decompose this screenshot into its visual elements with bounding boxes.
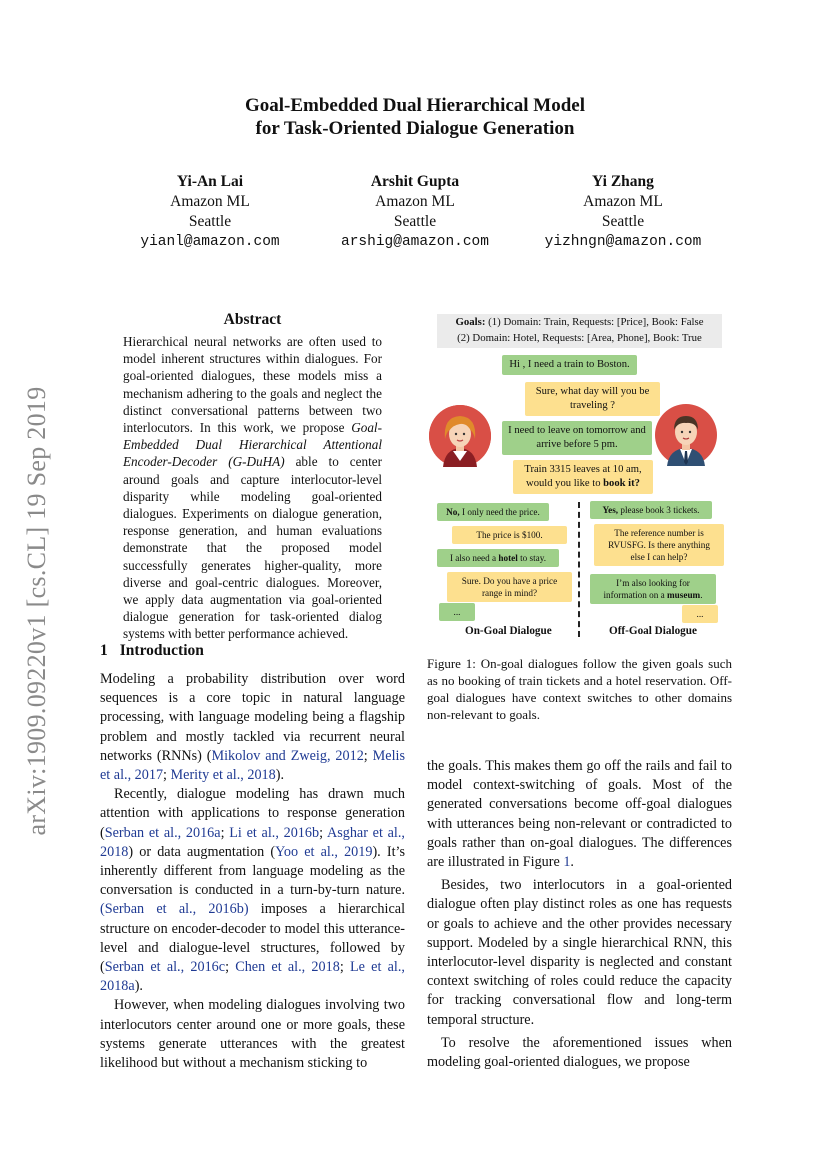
off-goal-user-2	[590, 574, 716, 604]
citation-link[interactable]: Serban et al., 2016c	[104, 959, 226, 976]
intro-paragraph-1	[100, 670, 405, 785]
bubble-text-bold: book it?	[603, 478, 640, 489]
body-text: Modeling a probability distribution over word sequences is a core topic in natural language processing, with language modeling being a flagship problem and mostly tackled via recurrent neural networks (RNNs) (	[100, 671, 405, 764]
title-line-1: Goal-Embedded Dual Hierarchical Model	[244, 95, 586, 116]
intro-text	[100, 670, 405, 1073]
body-text: imposes a hierarchical structure on encoder-decoder to model this utterance-level and dialogue-level structures, followed by (	[100, 901, 406, 976]
body-text: .	[570, 854, 574, 871]
author-location: Seattle	[601, 213, 645, 230]
body-text: ).	[275, 767, 285, 784]
author-name: Yi-An Lai	[176, 173, 244, 190]
body-text: ;	[363, 747, 373, 764]
user-bubble-2: I need to leave on tomorrow and arrive before 5 pm.	[502, 421, 652, 455]
citation-link[interactable]: Li et al., 2016b	[229, 824, 320, 841]
author-email[interactable]: yizhngn@amazon.com	[544, 234, 702, 250]
body-text: the goals. This makes them go off the rails and fail to model context-switching of goals. Most of the generated conversations become off-goal dialogues with utterances being non-relevant or contradicted to goals rather than on-goal dialogues. The differences are illustrated in Figure	[427, 758, 732, 871]
bubble-text: I only need the price.	[459, 507, 540, 517]
title-line-2: for Task-Oriented Dialogue Generation	[255, 118, 575, 139]
author-email[interactable]: arshig@amazon.com	[341, 234, 489, 250]
figure-caption: Figure 1: On-goal dialogues follow the given goals such as no booking of train tickets and a hotel reservation. Off-goal dialogues have context switches to other domains non-relevant to goals.	[427, 656, 732, 722]
on-goal-agent-1: The price is $100.	[452, 526, 567, 544]
citation-link[interactable]: Merity et al., 2018	[170, 767, 276, 784]
bubble-text: to stay.	[517, 553, 547, 563]
bubble-text: Train 3315 leaves at 10 am, would you like to	[524, 464, 642, 489]
woman-avatar-icon	[429, 405, 491, 467]
user-bubble-1: Hi , I need a train to Boston.	[502, 355, 637, 375]
bubble-text: please book 3 tickets.	[618, 505, 700, 515]
user-avatar	[429, 405, 491, 467]
off-goal-more: ...	[682, 605, 718, 623]
intro-paragraph-2	[100, 785, 405, 996]
body-text: ). It’s inherently different from language modeling as the conversation is conducted in a turn-by-turn nature.	[100, 843, 405, 899]
abstract-text: Hierarchical neural networks are often used to model inherent structures within dialogues. For goal-oriented dialogues, these models miss a mechanism adhering to the goals and neglect the distinct conversational patterns between two interlocutors. In this work, we propose	[123, 334, 382, 436]
abstract-model-name: Goal-Embedded Dual Hierarchical Attentional Encoder-Decoder (G-DuHA)	[123, 420, 382, 470]
abstract-body	[123, 333, 382, 643]
goals-label: Goals:	[455, 316, 486, 328]
agent-bubble-2	[513, 460, 653, 494]
arxiv-sidebar	[22, 366, 52, 856]
citation-link[interactable]: (Serban et al., 2016b)	[100, 901, 249, 918]
right-paragraph-3: To resolve the aforementioned issues when modeling goal-oriented dialogues, we propose	[427, 1034, 732, 1071]
agent-avatar	[655, 404, 717, 466]
author-location: Seattle	[393, 213, 437, 230]
body-text: ).	[134, 978, 143, 995]
paper-title	[100, 94, 730, 140]
author-affiliation: Amazon ML	[375, 193, 455, 210]
on-goal-agent-2: Sure. Do you have a price range in mind?	[447, 572, 572, 602]
section-heading-introduction	[100, 642, 216, 660]
author-name: Yi Zhang	[592, 173, 654, 190]
bubble-text: I’m also looking for information on a	[603, 578, 690, 600]
author-block-3	[523, 172, 723, 252]
right-column-text	[427, 757, 732, 1072]
agent-bubble-1: Sure, what day will you be traveling ?	[525, 382, 660, 416]
author-affiliation: Amazon ML	[583, 193, 663, 210]
body-text: ) or data augmentation (	[128, 843, 276, 860]
off-goal-user-1	[590, 501, 712, 519]
bubble-text: I also need a	[449, 553, 499, 563]
goals-box	[437, 314, 722, 348]
author-affiliation: Amazon ML	[170, 193, 250, 210]
dialogue-divider	[578, 502, 580, 637]
author-block-2	[315, 172, 515, 252]
citation-link[interactable]: Asghar et al., 2018	[100, 824, 405, 860]
bubble-text-bold: No,	[446, 507, 460, 517]
bubble-text-bold: hotel	[498, 553, 518, 563]
section-number: 1	[100, 642, 108, 659]
author-email[interactable]: yianl@amazon.com	[140, 234, 280, 250]
on-goal-user-2	[437, 549, 559, 567]
bubble-text-bold: Yes,	[602, 505, 619, 515]
man-avatar-icon	[655, 404, 717, 466]
author-block-1	[110, 172, 310, 252]
citation-link[interactable]: Mikolov and Zweig, 2012	[211, 747, 364, 764]
section-title: Introduction	[119, 642, 204, 659]
citation-link[interactable]: Yoo et al., 2019	[275, 843, 373, 860]
author-location: Seattle	[188, 213, 232, 230]
goals-line-1: (1) Domain: Train, Requests: [Price], Book: False	[485, 316, 704, 328]
intro-paragraph-3: However, when modeling dialogues involving two interlocutors center around one or more goals, these systems generate utterances with the greatest likelihood but without a mechanism sticking to	[100, 997, 405, 1072]
arxiv-id: arXiv:1909.09220v1 [cs.CL] 19 Sep 2019	[22, 386, 51, 836]
body-text: ;	[319, 824, 327, 841]
bubble-text: .	[700, 590, 703, 600]
bubble-text-bold: museum	[667, 590, 701, 600]
on-goal-more: ...	[439, 603, 475, 621]
figure-1	[427, 312, 732, 647]
off-goal-agent-1: The reference number is RVUSFG. Is there anything else I can help?	[594, 524, 724, 566]
citation-link[interactable]: Chen et al., 2018	[235, 959, 340, 976]
citation-link[interactable]: Serban et al., 2016a	[104, 824, 221, 841]
right-paragraph-2: Besides, two interlocutors in a goal-oriented dialogue often play distinct roles as one has requests or goals to achieve and the other provides necessary support. Modeled by a single hierarchical RNN, this interlocutor-level disparity is neglected and constant context switching of roles could reduce the capacity for tracking conversational flow and long-term temporal structure.	[427, 877, 732, 1028]
on-goal-label: On-Goal Dialogue	[465, 625, 552, 637]
author-name: Arshit Gupta	[370, 173, 460, 190]
body-text: ;	[163, 767, 171, 784]
body-text: ;	[220, 824, 230, 841]
abstract-text: able to center around goals and capture interlocutor-level disparity while modeling goal-oriented dialogues. Experiments on dialogue generation, response generation, and human evaluations demonstrate that the proposed model successfully generates higher-quality, more diverse and goal-centric dialogues. Moreover, we apply data augmentation via goal-oriented dialogue generation for task-oriented dialog systems with better performance achieved.	[123, 454, 382, 642]
abstract-heading: Abstract	[223, 311, 282, 328]
goals-line-2: (2) Domain: Hotel, Requests: [Area, Phone], Book: True	[457, 332, 702, 344]
figure-ref-link[interactable]: 1	[563, 854, 571, 871]
citation-link[interactable]: Melis et al., 2017	[100, 747, 405, 784]
body-text: Recently, dialogue modeling has drawn much attention with applications to response generation (	[100, 786, 405, 841]
off-goal-label: Off-Goal Dialogue	[609, 625, 697, 637]
right-paragraph-1	[427, 757, 732, 872]
body-text: ;	[339, 959, 350, 976]
citation-link[interactable]: Le et al., 2018a	[100, 959, 405, 995]
body-text: ;	[225, 959, 236, 976]
on-goal-user-1	[437, 503, 549, 521]
